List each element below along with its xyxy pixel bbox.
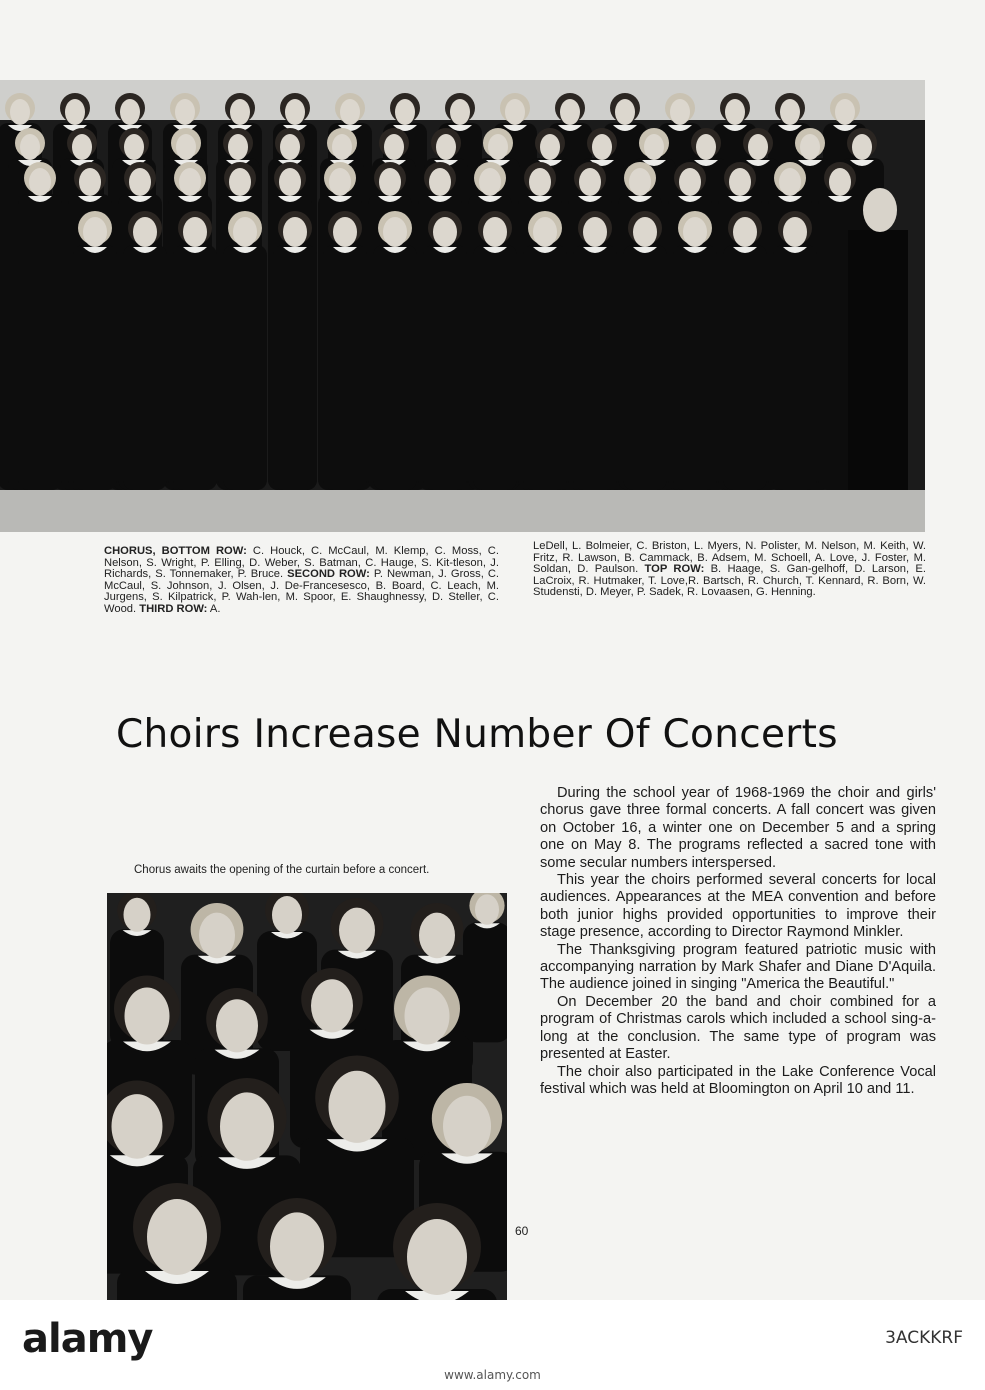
robe-shape [18,194,62,490]
director-head [863,188,897,232]
article-paragraph: The Thanksgiving program featured patriotic music with accompanying narration by Mark Shafer and Diane D'Aquila. The audience joined in singing "America the Beautiful." [540,941,936,993]
robe-shape [73,245,117,490]
face-shape [272,896,302,934]
face-shape [505,99,525,125]
photo-caption-left [104,546,499,616]
robe-shape [473,245,517,490]
face-shape [696,134,716,160]
face-shape [83,217,107,247]
face-shape [79,168,101,196]
face-shape [529,168,551,196]
article-headline: Choirs Increase Number Of Concerts [116,712,838,757]
face-shape [644,134,664,160]
face-shape [133,217,157,247]
robe-shape [373,245,417,490]
bottom-row-label: CHORUS, BOTTOM ROW: [104,545,247,557]
stock-image-id: 3ACKKRF [885,1328,963,1348]
face-shape [333,217,357,247]
article-paragraph: The choir also participated in the Lake Conference Vocal festival which was held at Bloomington on April 10 and 11. [540,1063,936,1097]
face-shape [279,168,301,196]
face-shape [179,168,201,196]
article-paragraph: This year the choirs performed several concerts for local audiences. Appearances at the MEA convention and before both junior highs provided opportunities to improve their stage presence, according to Director Raymond Minkler. [540,872,936,941]
face-shape [633,217,657,247]
bottom-photo-caption: Chorus awaits the opening of the curtain before a concert. [134,864,430,876]
stock-site-url: www.alamy.com [444,1368,541,1382]
face-shape [175,99,195,125]
face-shape [540,134,560,160]
face-shape [339,908,375,954]
face-shape [583,217,607,247]
audience-chorus-photo [107,893,507,1300]
robe-shape [273,245,317,490]
bottom-row-names: C. Houck, C. McCaul, M. Klemp, C. Moss, C. Nelson, S. Wright, P. Elling, D. Weber, S. Batman, C. Hauge, S. Kit-tleson, J. Richards, S. Tonnemaker, P. Bruce. [104,545,499,581]
face-shape [65,99,85,125]
face-shape [429,168,451,196]
face-shape [533,217,557,247]
page-number: 60 [515,1224,529,1238]
robe-shape [723,245,767,490]
face-shape [733,217,757,247]
robe-shape [463,922,507,1042]
face-shape [329,1071,386,1143]
face-shape [280,134,300,160]
face-shape [579,168,601,196]
face-shape [10,99,30,125]
robe-shape [773,245,817,490]
face-shape [340,99,360,125]
face-shape [800,134,820,160]
face-shape [488,134,508,160]
chorus-closeup-illustration [107,893,507,1300]
face-shape [829,168,851,196]
face-shape [679,168,701,196]
face-shape [176,134,196,160]
face-shape [311,979,353,1032]
face-shape [407,1219,467,1295]
face-shape [443,1096,491,1157]
face-shape [72,134,92,160]
face-shape [475,894,499,924]
face-shape [483,217,507,247]
choir-group-photo [0,80,925,532]
face-shape [285,99,305,125]
choir-group-illustration [0,80,925,532]
face-shape [147,1199,207,1275]
face-shape [216,999,258,1052]
face-shape [479,168,501,196]
face-shape [233,217,257,247]
third-row-continued: LeDell, L. Bolmeier, C. Briston, L. Myers, N. Polister, M. Nelson, M. Keith, W. Fritz, R. Lawson, B. Cammack, B. Adsem, M. Schoell, A. Love, J. Foster, M. Soldan, D. Paulson. [533,540,926,576]
face-shape [120,99,140,125]
face-shape [270,1212,324,1280]
robe-shape [423,245,467,490]
face-shape [629,168,651,196]
stock-brand-logo: alamy [22,1316,153,1362]
face-shape [852,134,872,160]
face-shape [29,168,51,196]
robe-shape [123,245,167,490]
face-shape [199,913,235,959]
director-suit [848,230,908,495]
face-shape [419,913,455,959]
face-shape [683,217,707,247]
face-shape [283,217,307,247]
face-shape [783,217,807,247]
second-row-names: P. Newman, J. Gross, C. McCaul, S. Johnson, J. Olsen, J. De-Francesesco, B. Board, C. Leach, M. Jurgens, S. Kilpatrick, P. Wah-len, M. Spoor, E. Shaughnessy, D. Steller, C. Wood. [104,568,500,615]
robe-shape [623,245,667,490]
robe-shape [323,245,367,490]
face-shape [112,1094,163,1159]
robe-shape [223,245,267,490]
face-shape [384,134,404,160]
face-shape [436,134,456,160]
face-shape [615,99,635,125]
face-shape [183,217,207,247]
face-shape [383,217,407,247]
face-shape [780,99,800,125]
face-shape [433,217,457,247]
face-shape [395,99,415,125]
third-row-label: THIRD ROW: [139,602,208,615]
face-shape [379,168,401,196]
face-shape [670,99,690,125]
face-shape [124,898,151,932]
face-shape [332,134,352,160]
face-shape [835,99,855,125]
robe-shape [673,245,717,490]
face-shape [220,1092,274,1160]
top-row-names: B. Haage, S. Gan-gelhoff, D. Larson, E. LaCroix, R. Hutmaker, T. Love,R. Bartsch, R. Church, T. Kennard, R. Born, W. Studensti, D. Meyer, P. Sadek, R. Lovaasen, G. Henning. [533,563,926,599]
face-shape [228,134,248,160]
face-shape [729,168,751,196]
robe-shape [173,245,217,490]
face-shape [125,988,170,1045]
article-paragraph: On December 20 the band and choir combined for a program of Christmas carols which included a school sing-a-long at the conclusion. The same type of program was presented at Easter. [540,993,936,1063]
photo-caption-right [533,541,926,599]
face-shape [124,134,144,160]
third-row-start: A. [209,602,221,615]
face-shape [779,168,801,196]
face-shape [129,168,151,196]
article-body [540,785,936,1098]
face-shape [592,134,612,160]
robe-shape [523,245,567,490]
robe-shape [573,245,617,490]
face-shape [405,988,450,1045]
face-shape [725,99,745,125]
face-shape [450,99,470,125]
face-shape [560,99,580,125]
face-shape [230,99,250,125]
face-shape [748,134,768,160]
face-shape [20,134,40,160]
face-shape [329,168,351,196]
face-shape [229,168,251,196]
second-row-label: SECOND ROW: [287,568,370,581]
top-row-label: TOP ROW: [644,563,705,576]
article-paragraph: During the school year of 1968-1969 the choir and girls' chorus gave three formal concerts. A fall concert was given on October 16, a winter one on December 5 and a spring one on May 8. The programs reflected a sacred tone with some secular numbers interspersed. [540,785,936,871]
